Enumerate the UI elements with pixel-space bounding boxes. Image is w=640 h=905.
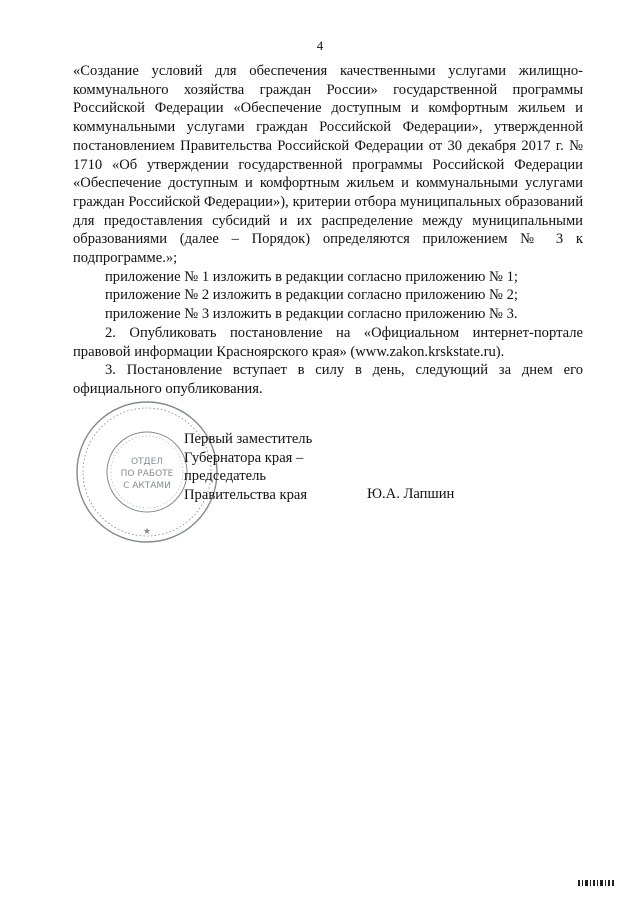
stamp-line-1: ОТДЕЛ <box>130 457 164 467</box>
paragraph-effective: 3. Постановление вступает в силу в день, следующий за днем его официального опубликования. <box>73 362 583 397</box>
paragraph-appendix-2: приложение № 2 изложить в редакции согласно приложению № 2; <box>105 287 518 304</box>
signer-name: Ю.А. Лапшин <box>367 486 455 502</box>
signature-block <box>184 430 312 505</box>
page-number: 4 <box>316 38 324 53</box>
signer-title-line-1: Первый заместитель <box>184 431 313 447</box>
paragraph-publish: 2. Опубликовать постановление на «Официальном интернет-портале правовой информации Красноярского края» (www.zakon.krskstate.ru). <box>73 324 583 360</box>
stamp-line-2: ПО РАБОТЕ <box>120 469 174 479</box>
document-body <box>73 62 583 399</box>
paragraph-appendix-1: приложение № 1 изложить в редакции согласно приложению № 1; <box>105 268 518 285</box>
signer-title-line-3: председатель <box>184 468 267 485</box>
signer-title-line-2: Губернатора края – <box>184 449 304 466</box>
paragraph-continuation: «Создание условий для обеспечения качественными услугами жилищно-коммунального хозяйства граждан России» государственной программы Российской Федерации «Обеспечение доступным и комфортным жильем и коммунальными услугами граждан Российской Федерации», утвержденной постановлением Правительства Российской Федерации от 30 декабря 2017 г. № 1710 «Об утверждении государственной программы Российской Федерации «Обеспечение доступным и комфортным жильем и коммунальными услугами граждан Российской Федерации»), критерии отбора муниципальных образований для предоставления субсидий и их распределение между муниципальными образованиями (далее – Порядок) определяются приложением № 3 к подпрограмме.»; <box>73 63 583 267</box>
paragraph-appendix-3: приложение № 3 изложить в редакции согласно приложению № 3. <box>105 306 518 323</box>
stamp-star-icon: ★ <box>142 526 152 536</box>
barcode-mark <box>578 880 614 886</box>
stamp-line-3: С АКТАМИ <box>123 481 171 491</box>
signer-title-line-4: Правительства края <box>184 487 308 504</box>
